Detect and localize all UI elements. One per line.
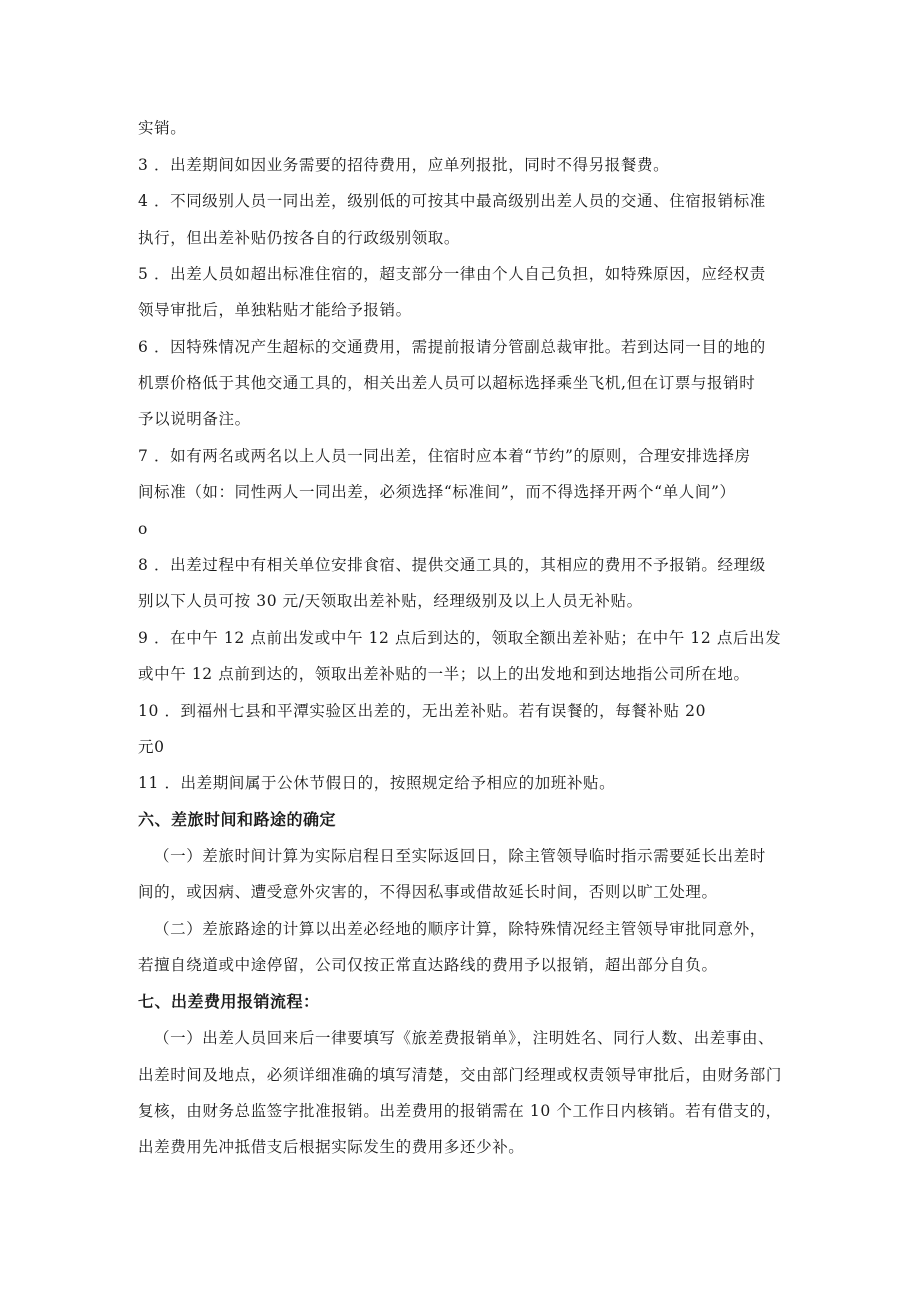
section-7-clause-1-continuation-2: 复核，由财务总监签字批准报销。出差费用的报销需在 10 个工作日内核销。若有借支的， bbox=[138, 1102, 782, 1120]
section-7-clause-1-continuation-3: 出差费用先冲抵借支后根据实际发生的费用多还少补。 bbox=[138, 1138, 525, 1156]
section-7-heading: 七、出差费用报销流程： bbox=[138, 992, 320, 1011]
item-10-line: 10 ．到福州七县和平潭实验区出差的，无出差补贴。若有误餐的，每餐补贴 20 bbox=[138, 702, 707, 720]
item-6-continuation: 机票价格低于其他交通工具的，相关出差人员可以超标选择乘坐飞机,但在订票与报销时 bbox=[138, 374, 756, 392]
item-7-line: 7 ．如有两名或两名以上人员一同出差，住宿时应本着“节约”的原则，合理安排选择房 bbox=[138, 447, 751, 465]
item-9-line: 9 ．在中午 12 点前出发或中午 12 点后到达的，领取全额出差补贴；在中午 12 点后出发 bbox=[138, 629, 782, 647]
item-3-line: 3 ．出差期间如因业务需要的招待费用，应单列报批，同时不得另报餐费。 bbox=[138, 156, 670, 174]
item-4-line: 4 ．不同级别人员一同出差，级别低的可按其中最高级别出差人员的交通、住宿报销标准 bbox=[138, 192, 766, 210]
item-9-continuation: 或中午 12 点前到达的，领取出差补贴的一半；以上的出发地和到达地指公司所在地。 bbox=[138, 665, 750, 683]
item-5-line: 5 ．出差人员如超出标准住宿的，超支部分一律由个人自己负担，如特殊原因，应经权责 bbox=[138, 265, 766, 283]
item-11-line: 11 ．出差期间属于公休节假日的，按照规定给予相应的加班补贴。 bbox=[138, 774, 616, 792]
section-6-clause-2: （二）差旅路途的计算以出差必经地的顺序计算，除特殊情况经主管领导审批同意外， bbox=[154, 920, 766, 938]
section-6-clause-1: （一）差旅时间计算为实际启程日至实际返回日，除主管领导临时指示需要延长出差时 bbox=[154, 847, 766, 865]
section-6-clause-2-continuation: 若擅自绕道或中途停留，公司仅按正常直达路线的费用予以报销，超出部分自负。 bbox=[138, 956, 718, 974]
item-6-continuation-2: 予以说明备注。 bbox=[138, 410, 251, 428]
item-5-continuation: 领导审批后，单独粘贴才能给予报销。 bbox=[138, 301, 412, 319]
paragraph-line: 实销。 bbox=[138, 119, 187, 137]
section-6-clause-1-continuation: 间的，或因病、遭受意外灾害的，不得因私事或借故延长时间，否则以旷工处理。 bbox=[138, 883, 718, 901]
item-8-line: 8 ．出差过程中有相关单位安排食宿、提供交通工具的，其相应的费用不予报销。经理级 bbox=[138, 556, 766, 574]
item-7-continuation: 间标准（如：同性两人一同出差，必须选择“标准间”，而不得选择开两个“单人间”） bbox=[138, 483, 736, 501]
item-10-continuation: 元0 bbox=[138, 738, 165, 756]
item-7-continuation-2: o bbox=[138, 520, 148, 538]
item-8-continuation: 别以下人员可按 30 元/天领取出差补贴，经理级别及以上人员无补贴。 bbox=[138, 592, 643, 610]
section-7-clause-1: （一）出差人员回来后一律要填写《旅差费报销单》，注明姓名、同行人数、出差事由、 bbox=[154, 1029, 775, 1047]
item-4-continuation: 执行，但出差补贴仍按各自的行政级别领取。 bbox=[138, 229, 461, 247]
section-7-clause-1-continuation: 出差时间及地点，必须详细准确的填写清楚，交由部门经理或权责领导审批后，由财务部门 bbox=[138, 1066, 783, 1084]
item-6-line: 6 ．因特殊情况产生超标的交通费用，需提前报请分管副总裁审批。若到达同一目的地的 bbox=[138, 338, 766, 356]
section-6-heading: 六、差旅时间和路途的确定 bbox=[138, 810, 337, 829]
